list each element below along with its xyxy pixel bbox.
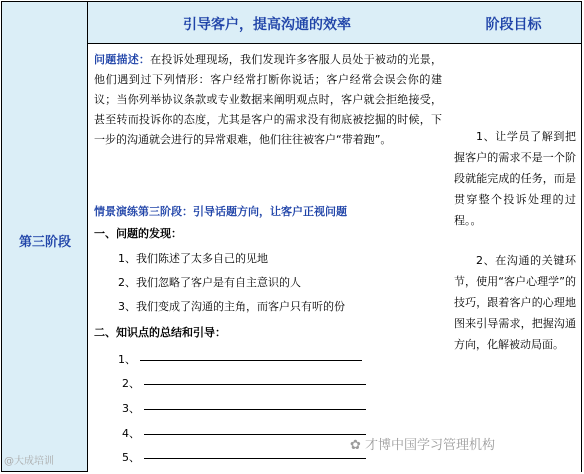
stage-column [2, 2, 88, 471]
knowledge-line-item [122, 402, 366, 416]
content-table [1, 1, 582, 472]
knowledge-number: 4、 [122, 427, 140, 440]
stage-label: 第三阶段 [18, 235, 71, 250]
watermark-right-text: 才博中国学习管理机构 [365, 438, 496, 453]
knowledge-number: 5、 [122, 451, 140, 464]
knowledge-number: 3、 [122, 402, 140, 415]
watermark-left: @大成培训 [4, 456, 54, 467]
knowledge-line-item [118, 353, 362, 367]
knowledge-line-item [122, 427, 366, 441]
blank-line [140, 360, 362, 361]
discovery-heading: 一、问题的发现： [94, 227, 182, 240]
scenario-title: 情景演练第三阶段：引导话题方向，让客户正视问题 [94, 205, 347, 218]
blank-line [144, 434, 366, 435]
main-header-title: 引导客户，提高沟通的效率 [183, 17, 351, 33]
blank-line [144, 384, 366, 385]
wechat-icon: ✿ [350, 438, 361, 453]
main-header [88, 2, 446, 44]
knowledge-number: 1、 [118, 353, 136, 366]
goal-header [446, 2, 581, 44]
main-body [88, 44, 446, 473]
problem-label: 问题描述： [94, 53, 151, 66]
knowledge-number: 2、 [122, 377, 140, 390]
discovery-item: 2、我们忽略了客户是有自主意识的人 [118, 276, 301, 289]
main-column [88, 2, 446, 471]
goal-item-2: 2、在沟通的关键环节，使用“客户心理学”的技巧，跟着客户的心理地图来引导需求，把握沟通方向，化解被动局面。 [454, 254, 576, 351]
goal-column [446, 2, 581, 471]
knowledge-line-item [122, 451, 366, 465]
blank-line [144, 409, 366, 410]
goal-header-title: 阶段目标 [485, 17, 542, 33]
goal-body [446, 44, 581, 473]
knowledge-heading: 二、知识点的总结和引导： [94, 326, 226, 339]
knowledge-line-item [122, 377, 366, 391]
goal-item-1: 1、让学员了解到把握客户的需求不是一个阶段就能完成的任务，而是贯穿整个投诉处理的过程。。 [454, 130, 576, 227]
problem-description [94, 50, 442, 150]
discovery-item: 3、我们变成了沟通的主角，而客户只有听的份 [118, 300, 345, 313]
problem-text: 在投诉处理现场，我们发现许多客服人员处于被动的光景，他们遇到过下列情形：客户经常打断你说话；客户经常会误会你的建议；当你列举协议条款或专业数据来阐明观点时，客户就会拒绝接受，甚至转而投诉你的态度，尤其是客户的需求没有彻底被挖掘的时候，下一步的沟通就会进行的异常艰难，他们往往被客户“带着跑”。 [94, 53, 443, 146]
discovery-item: 1、我们陈述了太多自己的见地 [118, 252, 268, 265]
watermark-right [350, 434, 495, 453]
blank-line [144, 458, 366, 459]
